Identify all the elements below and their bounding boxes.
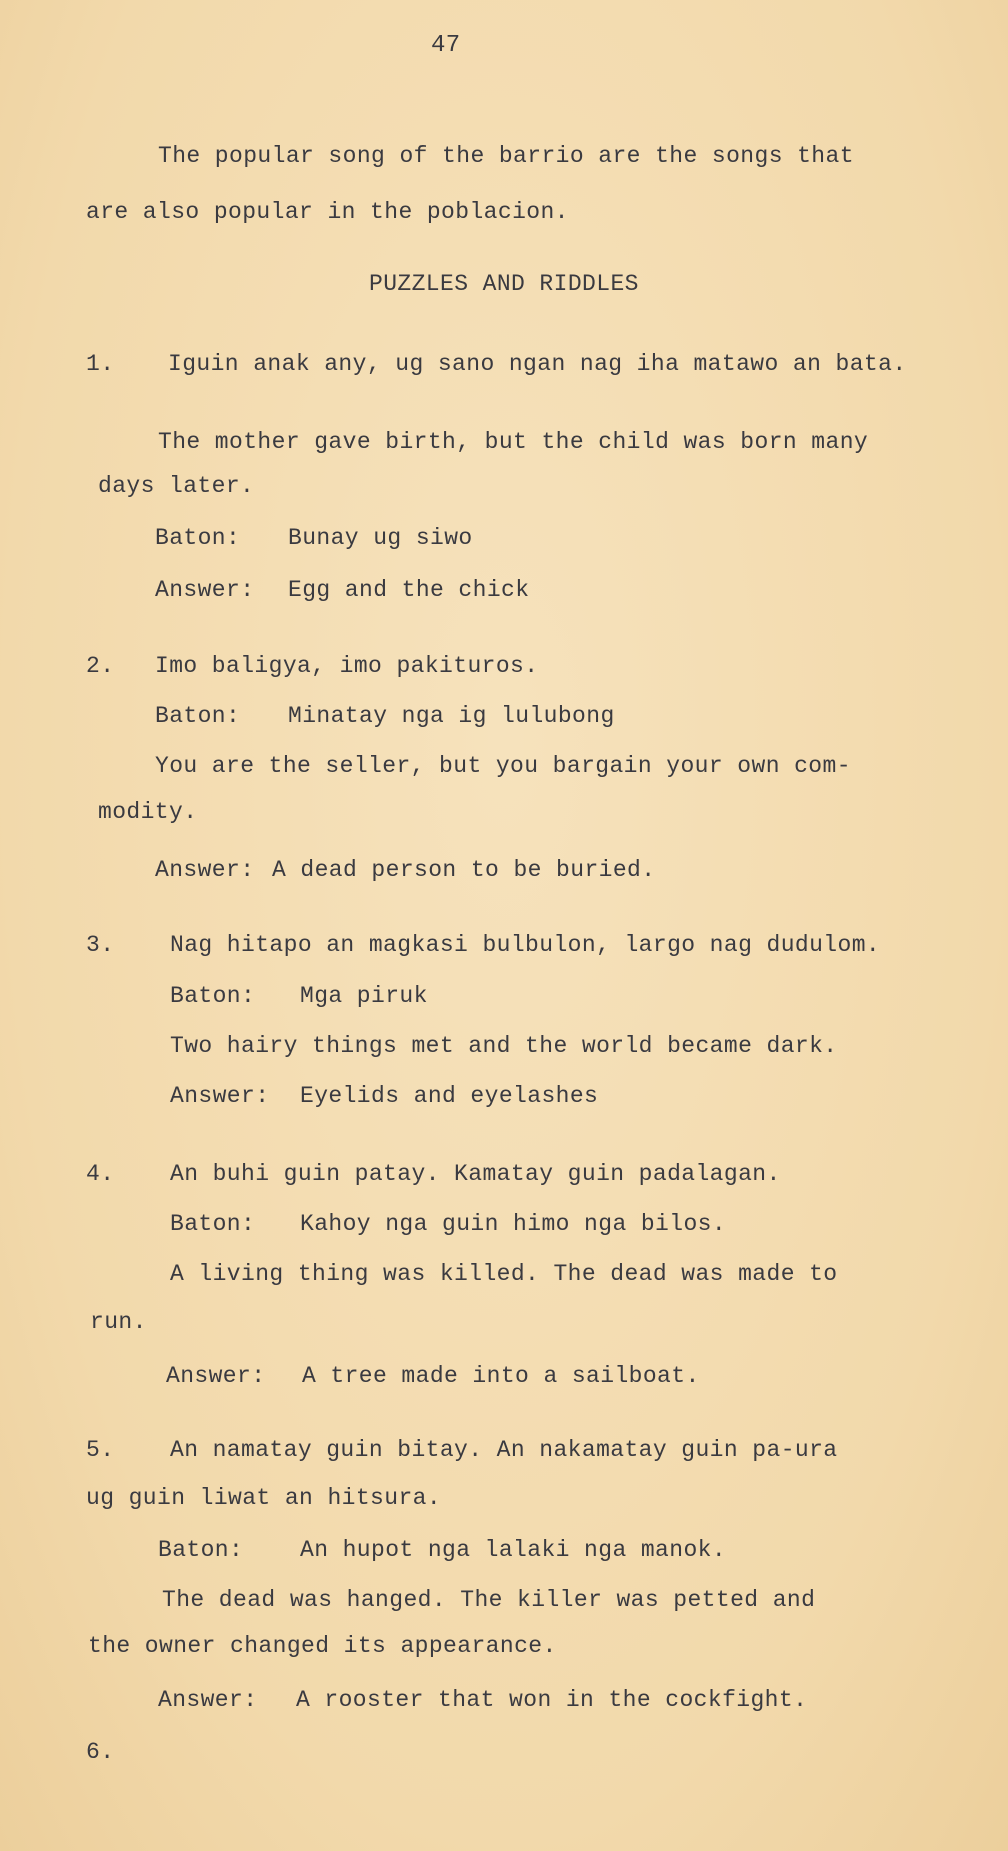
riddle-2-baton-label: Baton: — [155, 703, 241, 729]
riddle-5-translation-1: The dead was hanged. The killer was petted and — [162, 1587, 816, 1613]
riddle-4-number: 4. — [86, 1161, 115, 1187]
riddle-1-number: 1. — [86, 351, 115, 377]
riddle-1-answer: Egg and the chick — [288, 577, 530, 603]
riddle-4-baton: Kahoy nga guin himo nga bilos. — [300, 1211, 727, 1237]
section-heading: PUZZLES AND RIDDLES — [369, 271, 639, 297]
riddle-1-text: Iguin anak any, ug sano ngan nag iha matawo an bata. — [168, 351, 907, 377]
riddle-3-baton-label: Baton: — [170, 983, 256, 1009]
riddle-2-text: Imo baligya, imo pakituros. — [155, 653, 539, 679]
riddle-1-translation-2: days later. — [98, 473, 255, 499]
riddle-5-answer: A rooster that won in the cockfight. — [296, 1687, 808, 1713]
riddle-2-number: 2. — [86, 653, 115, 679]
riddle-2-answer: A dead person to be buried. — [272, 857, 656, 883]
intro-line-2: are also popular in the poblacion. — [86, 199, 569, 225]
riddle-3-answer: Eyelids and eyelashes — [300, 1083, 599, 1109]
riddle-1-baton: Bunay ug siwo — [288, 525, 473, 551]
riddle-4-translation-1: A living thing was killed. The dead was made to — [170, 1261, 838, 1287]
riddle-3-translation-1: Two hairy things met and the world became dark. — [170, 1033, 838, 1059]
riddle-4-baton-label: Baton: — [170, 1211, 256, 1237]
intro-line-1: The popular song of the barrio are the songs that — [158, 143, 854, 169]
riddle-2-translation-1: You are the seller, but you bargain your own com- — [155, 753, 851, 779]
riddle-4-answer: A tree made into a sailboat. — [302, 1363, 700, 1389]
riddle-3-number: 3. — [86, 932, 115, 958]
riddle-3-baton: Mga piruk — [300, 983, 428, 1009]
riddle-5-answer-label: Answer: — [158, 1687, 258, 1713]
riddle-5-text: An namatay guin bitay. An nakamatay guin pa-ura — [170, 1437, 838, 1463]
riddle-1-answer-label: Answer: — [155, 577, 255, 603]
riddle-4-translation-2: run. — [90, 1309, 147, 1335]
riddle-4-text: An buhi guin patay. Kamatay guin padalagan. — [170, 1161, 781, 1187]
riddle-2-baton: Minatay nga ig lulubong — [288, 703, 615, 729]
riddle-3-answer-label: Answer: — [170, 1083, 270, 1109]
page-number: 47 — [431, 32, 461, 59]
riddle-2-answer-label: Answer: — [155, 857, 255, 883]
riddle-3-text: Nag hitapo an magkasi bulbulon, largo nag dudulom. — [170, 932, 881, 958]
riddle-2-translation-2: modity. — [98, 799, 198, 825]
riddle-1-baton-label: Baton: — [155, 525, 241, 551]
riddle-5-number: 5. — [86, 1437, 115, 1463]
riddle-5-baton-label: Baton: — [158, 1537, 244, 1563]
riddle-5-baton: An hupot nga lalaki nga manok. — [300, 1537, 727, 1563]
riddle-6-number: 6. — [86, 1739, 115, 1765]
riddle-5-translation-2: the owner changed its appearance. — [88, 1633, 557, 1659]
riddle-5-text-2: ug guin liwat an hitsura. — [86, 1485, 442, 1511]
riddle-1-translation-1: The mother gave birth, but the child was born many — [158, 429, 869, 455]
riddle-4-answer-label: Answer: — [166, 1363, 266, 1389]
